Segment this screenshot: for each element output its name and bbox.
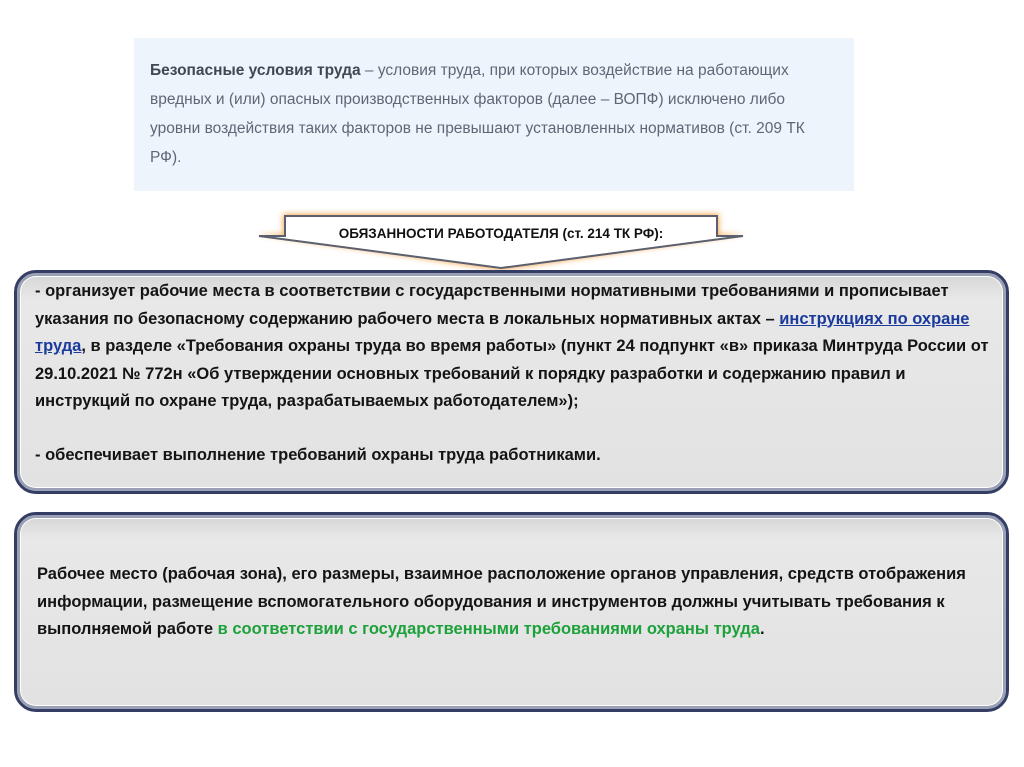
header-arrow-shape [253,208,749,274]
workplace-text: Рабочее место (рабочая зона), его размеры, взаимное расположение органов управления, средств отображения информации, размещение вспомогательного оборудования и инструментов должны учитывать требования к выполняемой работе [37,565,966,638]
duties-header-title: ОБЯЗАННОСТИ РАБОТОДАТЕЛЯ (ст. 214 ТК РФ): [338,226,664,241]
duty-item-organize-text: - организует рабочие места в соответствии с государственными нормативными требованиями и прописывает указания по безопасному содержанию рабочего места в локальных нормативных актах – [35,282,949,328]
duty-item-organize-text-end: , в разделе «Требования охраны труда во время работы» (пункт 24 подпункт «в» приказа Минтруда России от 29.10.2021 № 772н «Об утверждении основных требований к порядку разработки и содержанию правил и инструкций по охране труда, разрабатываемых работодателем»); [35,337,989,410]
definition-text: – условия труда, при которых воздействие на работающих вредных и (или) опасных производственных факторов (далее – ВОПФ) исключено либо уровни воздействия таких факторов не превышают установленных нормативов (ст. 209 ТК РФ). [150,62,805,166]
definition-term: Безопасные условия труда [150,62,361,79]
duty-item-organize [35,278,992,416]
duty-item-ensure: - обеспечивает выполнение требований охраны труда работниками. [35,445,601,464]
workplace-highlight: в соответствии с государственными требованиями охраны труда [217,620,760,638]
duties-panel [14,270,1009,494]
workplace-text-end: . [759,620,765,638]
workplace-panel [14,512,1009,712]
duties-header [253,208,749,274]
safety-instructions-link[interactable]: инструкциях по охране труда [35,309,970,355]
definition-card [134,38,854,191]
